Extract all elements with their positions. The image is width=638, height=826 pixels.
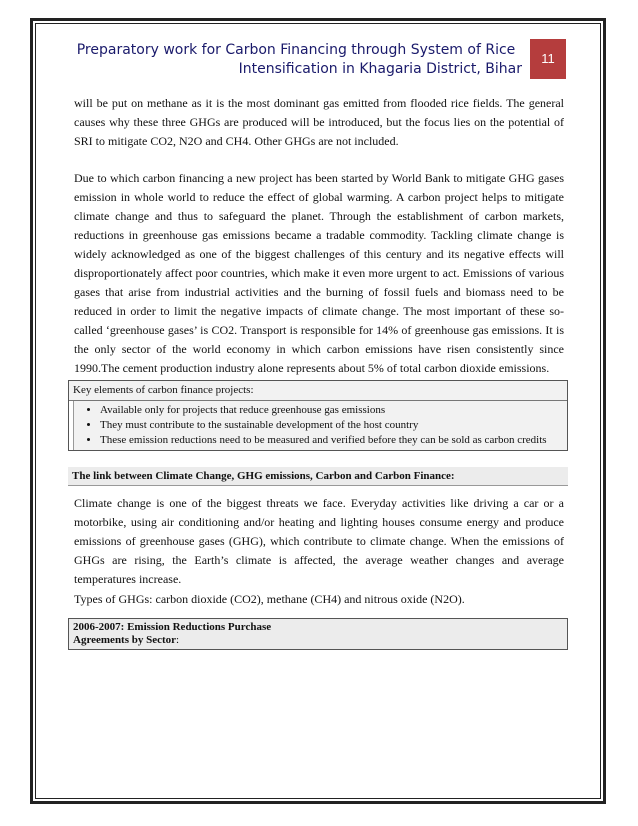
paragraph-carbon-financing: Due to which carbon financing a new project has been started by World Bank to mitigate GHG gases emission in whole world to reduce the effect of global warming. A carbon project helps to mitigate climate change and thus to safeguard the planet. Through the establishment of carbon markets, reductions in greenhouse gas emissions became a tradable commodity. Tackling climate change is widely acknowledged as one of the biggest challenges of this century and its negative effects will disproportionately affect poor countries, which make it even more urgent to act. Emissions of various gases that arise from industrial activities and the burning of fossil fuels and biomass need to be reduced in order to limit the negative impacts of climate change. The most important of these so-called ‘greenhouse gases’ is CO2. Transport is responsible for 14% of greenhouse gas emissions. It is the only sector of the world economy in which carbon emissions have risen consistently since 1990.The cement production industry alone represents about 5% of total carbon dioxide emissions.: [74, 171, 564, 375]
page-header: [70, 41, 522, 79]
list-item: • These emission reductions need to be measured and verified before they can be sold as carbon credits: [100, 433, 563, 448]
erpa-box-colon: :: [176, 634, 180, 646]
key-elements-list: [73, 401, 567, 450]
paragraph-climate-change: Climate change is one of the biggest threats we face. Everyday activities like driving a car or a motorbike, using air conditioning and/or heating and lighting houses consume energy and produce emissions of greenhouse gases (GHG), which contribute to climate change. When the emissions of GHGs are rising, the Earth’s climate is affected, the average weather changes and average temperatures increase.: [74, 496, 564, 586]
section-heading-link: The link between Climate Change, GHG emissions, Carbon and Carbon Finance:: [68, 467, 568, 486]
page-number-badge: 11: [530, 39, 566, 79]
list-item: • They must contribute to the sustainable development of the host country: [100, 418, 563, 433]
header-title-line2: Intensification in Khagaria District, Bihar: [238, 61, 522, 77]
list-item: • Available only for projects that reduce greenhouse gas emissions: [100, 403, 563, 418]
key-elements-box: [68, 380, 568, 451]
paragraph-ghg-types: Types of GHGs: carbon dioxide (CO2), methane (CH4) and nitrous oxide (N2O).: [74, 592, 465, 606]
erpa-box-line1: 2006-2007: Emission Reductions Purchase: [73, 621, 272, 633]
erpa-box-line2: Agreements by Sector: [73, 634, 177, 646]
key-elements-title: Key elements of carbon finance projects:: [69, 381, 567, 401]
erpa-box: [68, 618, 568, 650]
header-title-line1: Preparatory work for Carbon Financing through System of Rice: [76, 42, 516, 58]
paragraph-intro: will be put on methane as it is the most dominant gas emitted from flooded rice fields. The general causes why these three GHGs are produced will be introduced, but the focus lies on the potential of SRI to mitigate CO2, N2O and CH4. Other GHGs are not included.: [74, 96, 564, 148]
